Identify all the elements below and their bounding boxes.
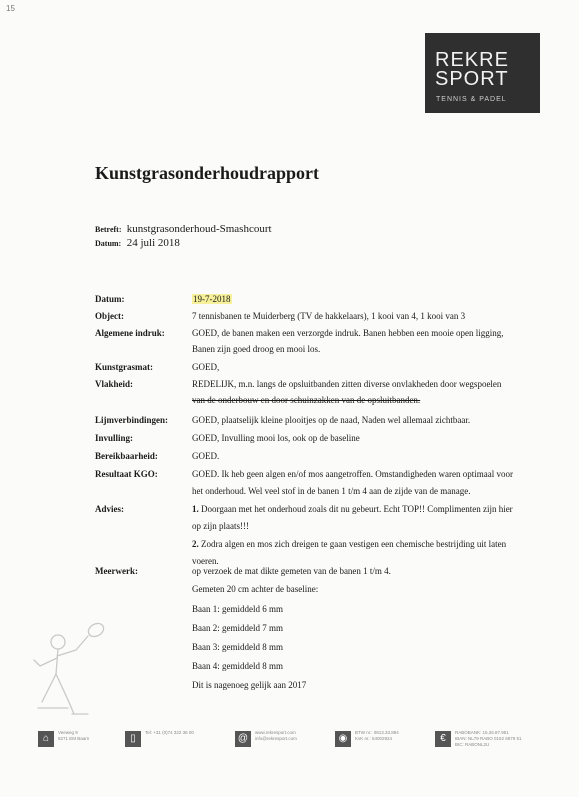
meerwerk-baan: Baan 1: gemiddeld 6 mm (192, 604, 283, 614)
footer-text: info@rekresport.com (255, 736, 297, 741)
advies-line: Zodra algen en mos zich dreigen te gaan vestigen een chemische bestrijding uit laten (201, 539, 507, 549)
logo-tagline: TENNIS & PADEL (436, 96, 507, 103)
row-label: Resultaat KGO: (95, 469, 158, 479)
row-value: GOED, Invulling mooi los, ook op de baseline (192, 433, 360, 443)
row-value: GOED. (192, 451, 220, 461)
row-value-line: het onderhoud. Wel veel stof in de banen 1 t/m 4 aan de zijde van de manage. (192, 486, 471, 496)
row-value: GOED, (192, 362, 220, 372)
globe-icon: ◉ (335, 731, 351, 747)
meerwerk-line: op verzoek de mat dikte gemeten van de banen 1 t/m 4. (192, 566, 391, 576)
row-label: Algemene indruk: (95, 328, 165, 338)
meta-datum (95, 237, 180, 249)
advies-line: voeren. (192, 556, 219, 566)
row-value-line: Banen zijn goed droog en mooi los. (192, 344, 321, 354)
meerwerk-baan: Baan 2: gemiddeld 7 mm (192, 623, 283, 633)
footer-text: 8271 EM Baarn (58, 736, 90, 741)
page-corner-mark: 15 (6, 4, 15, 13)
row-label: Meerwerk: (95, 566, 138, 576)
row-value: 7 tennisbanen te Muiderberg (TV de hakkelaars), 1 kooi van 4, 1 kooi van 3 (192, 311, 466, 321)
datum-label: Datum: (95, 239, 122, 248)
rekresport-logo (425, 33, 540, 113)
footer-text: Veeweg 9 (58, 730, 78, 735)
footer-text: www.rekresport.com (255, 730, 296, 735)
phone-icon: ▯ (125, 731, 141, 747)
row-value-line-struck: van de onderbouw en door schuinzakken van de opsluitbanden. (192, 395, 421, 405)
footer (30, 728, 560, 758)
footer-text: Tel: +31 (0)74 322 36 00 (145, 730, 194, 735)
advies-line: Doorgaan met het onderhoud zoals dit nu gebeurt. Echt TOP!! Complimenten zijn hier (201, 504, 513, 514)
highlighted-date: 19-7-2018 (193, 294, 231, 304)
footer-text: IBAN: NL79 RABO 0152 6879 51 (455, 736, 522, 741)
row-label: Invulling: (95, 433, 134, 443)
meerwerk-line: Gemeten 20 cm achter de baseline: (192, 584, 319, 594)
row-value: GOED, plaatselijk kleine plooitjes op de naad, Naden wel allemaal zichtbaar. (192, 415, 471, 425)
row-value-line: GOED, de banen maken een verzorgde indruk. Banen hebben een mooie open ligging, (192, 328, 504, 338)
meta-betreft (95, 223, 272, 235)
at-icon: @ (235, 731, 251, 747)
row-value-line: GOED. Ik heb geen algen en/of mos aangetroffen. Omstandigheden waren optimaal voor (192, 469, 513, 479)
row-label: Kunstgrasmat: (95, 362, 153, 372)
logo-line1: REKRE (435, 49, 509, 71)
betreft-value: kunstgrasonderhoud-Smashcourt (126, 223, 272, 235)
home-icon: ⌂ (38, 731, 54, 747)
datum-value: 24 juli 2018 (126, 237, 180, 249)
footer-text: BIC: RABONL2U (455, 742, 490, 747)
advies-number: 1. (192, 504, 199, 514)
row-label: Advies: (95, 504, 124, 514)
meerwerk-baan: Baan 4: gemiddeld 8 mm (192, 661, 283, 671)
meerwerk-line: Dit is nagenoeg gelijk aan 2017 (192, 680, 307, 690)
row-label: Vlakheid: (95, 379, 134, 389)
page-title: Kunstgrasonderhoudrapport (95, 163, 320, 183)
footer-text: KvK nr.: 54002924 (355, 736, 393, 741)
meerwerk-baan: Baan 3: gemiddeld 8 mm (192, 642, 283, 652)
euro-icon: € (435, 731, 451, 747)
row-label: Object: (95, 311, 124, 321)
logo-line2: SPORT (435, 68, 509, 90)
footer-text: RABOBANK: 15.26.87.951 (455, 730, 509, 735)
advies-number: 2. (192, 539, 199, 549)
row-value-line: REDELIJK, m.n. langs de opsluitbanden zitten diverse onvlakheden door wegspoelen (192, 379, 502, 389)
tennis-player-watermark (28, 622, 118, 717)
row-label: Datum: (95, 294, 125, 304)
row-label: Bereikbaarheid: (95, 451, 158, 461)
row-label: Lijmverbindingen: (95, 415, 169, 425)
advies-line: op zijn plaats!!! (192, 521, 249, 531)
footer-text: BTW nr.: 0813.33.894 (355, 730, 399, 735)
betreft-label: Betreft: (95, 225, 122, 234)
